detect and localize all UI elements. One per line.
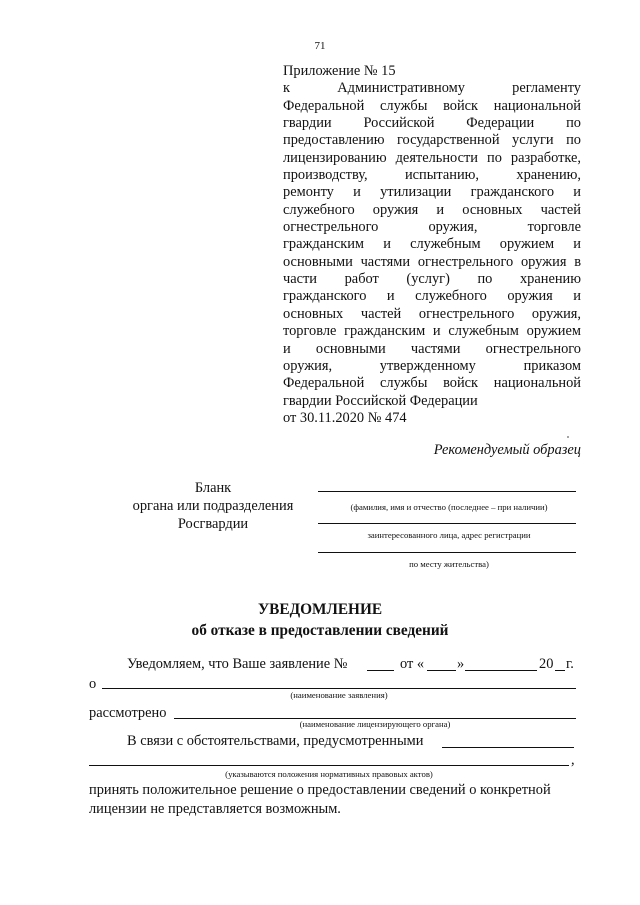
circumstances-text: В связи с обстоятельствами, предусмотренными — [127, 733, 424, 749]
appendix-line: огнестрельного оружия, торговле — [283, 219, 581, 236]
year-suffix: г. — [566, 656, 574, 672]
appendix-line: гражданского и служебного оружия и — [283, 288, 581, 305]
appendix-line: Федеральной службы войск национальной — [283, 97, 581, 114]
appendix-line: торговле гражданским и служебным оружием — [283, 323, 581, 340]
recipient-caption-1: (фамилия, имя и отчество (последнее – при наличии) — [350, 502, 548, 512]
caption-authority: (наименование лицензирующего органа) — [299, 719, 451, 729]
appendix-line: служебного оружия и основных частей — [283, 201, 581, 218]
decision-line-2: лицензии не представляется возможным. — [89, 801, 341, 817]
recipient-address-line — [318, 523, 576, 524]
legal-acts-line — [89, 765, 569, 766]
recipient-residence-line — [318, 552, 576, 553]
page-number: 71 — [314, 40, 326, 52]
circumstances-line — [442, 747, 574, 748]
year-prefix: 20 — [539, 656, 554, 672]
appendix-line: основных частей огнестрельного оружия, — [283, 305, 581, 322]
application-name-line — [102, 688, 576, 689]
caption-application: (наименование заявления) — [290, 690, 388, 700]
sample-label: Рекомендуемый образец — [433, 442, 581, 458]
reviewed-text: рассмотрено — [89, 705, 167, 721]
appendix-header — [283, 63, 581, 427]
letterhead-block — [112, 479, 314, 533]
day-line — [427, 670, 456, 671]
appendix-line: основными частями огнестрельного оружия в — [283, 253, 581, 270]
appendix-line: гражданским и служебным оружием и — [283, 236, 581, 253]
decision-line-1: принять положительное решение о предоставлении сведений о конкретной — [89, 782, 551, 798]
appendix-line: гвардии Российской Федерации по — [283, 115, 581, 132]
appendix-title: Приложение № 15 — [283, 63, 396, 79]
appendix-date: от 30.11.2020 № 474 — [283, 409, 407, 426]
quote-close: » — [457, 656, 465, 672]
appendix-line: и основными частями огнестрельного — [283, 340, 581, 357]
letterhead-line-1: Бланк — [194, 480, 232, 496]
appendix-line: Федеральной службы войск национальной — [283, 375, 581, 392]
appendix-line: оружия, утвержденному приказом — [283, 357, 581, 374]
appendix-line: к Административному регламенту — [283, 80, 581, 97]
year-line — [555, 670, 565, 671]
scan-speck — [567, 436, 569, 438]
appendix-line: лицензированию деятельности по разработке, — [283, 149, 581, 166]
recipient-name-line — [318, 491, 576, 492]
letterhead-line-3: Росгвардии — [177, 516, 249, 532]
recipient-caption-2: заинтересованного лица, адрес регистрации — [367, 530, 531, 540]
month-line — [465, 670, 537, 671]
comma: , — [571, 752, 575, 768]
appendix-text — [283, 80, 581, 410]
letterhead-line-2: органа или подразделения — [132, 498, 294, 514]
appendix-line: гвардии Российской Федерации — [283, 392, 478, 409]
document-subtitle: об отказе в предоставлении сведений — [191, 622, 449, 639]
appendix-line: производству, испытанию, хранению, — [283, 167, 581, 184]
document-title: УВЕДОМЛЕНИЕ — [257, 601, 383, 618]
appendix-line: предоставлению государственной услуги по — [283, 132, 581, 149]
from-text: от « — [400, 656, 425, 672]
appendix-line: ремонту и утилизации гражданского и — [283, 184, 581, 201]
recipient-caption-3: по месту жительства) — [409, 559, 489, 569]
about-text: о — [89, 676, 97, 692]
caption-acts: (указываются положения нормативных правовых актов) — [225, 769, 433, 779]
application-number-line — [367, 670, 394, 671]
appendix-line: части работ (услуг) по хранению — [283, 271, 581, 288]
notify-text: Уведомляем, что Ваше заявление № — [127, 656, 348, 672]
